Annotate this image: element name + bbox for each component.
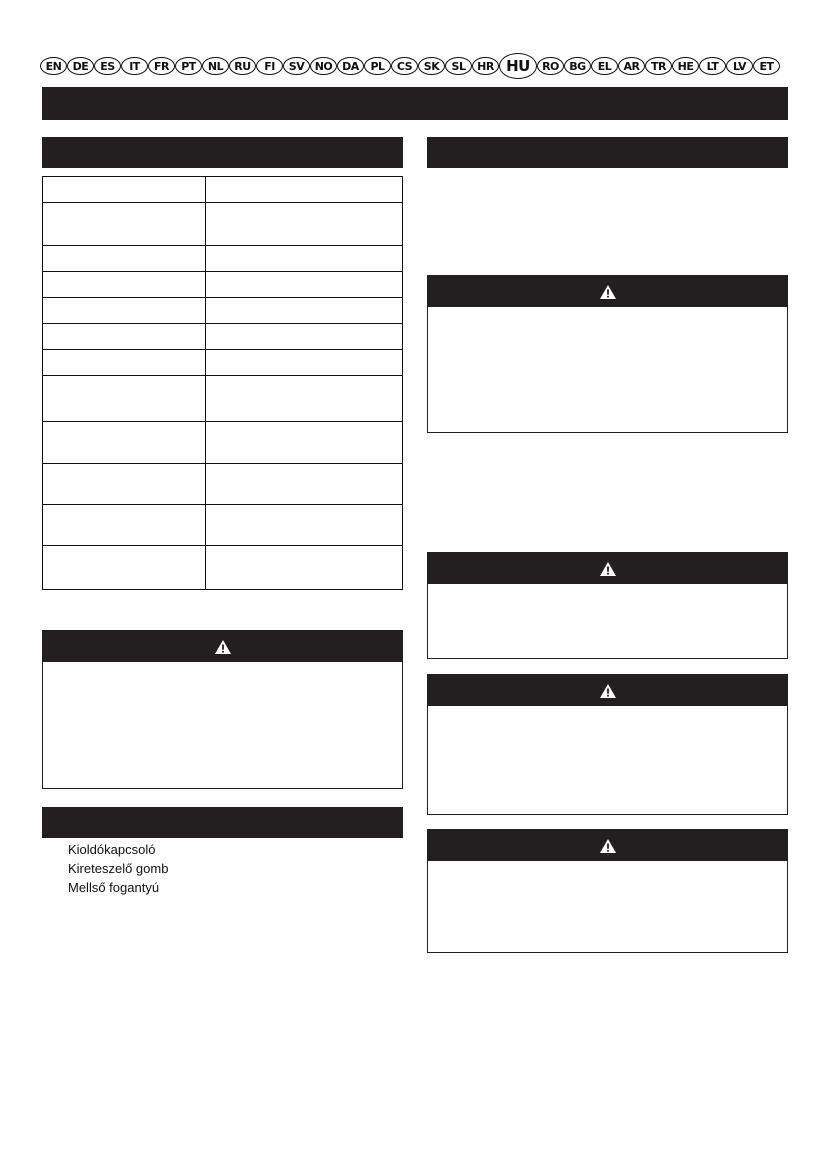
warning-triangle-icon: [599, 284, 617, 300]
language-sk[interactable]: SK: [418, 57, 445, 75]
language-hr[interactable]: HR: [472, 57, 499, 75]
table-row: [43, 324, 403, 350]
warning-box-right-1: [427, 275, 788, 433]
table-row: [43, 376, 403, 422]
warning-triangle-icon: [599, 561, 617, 577]
language-ru[interactable]: RU: [229, 57, 256, 75]
warning-header: [43, 631, 402, 662]
right-section-header-bar: [427, 137, 788, 168]
language-lv[interactable]: LV: [726, 57, 753, 75]
warning-box-right-2: [427, 552, 788, 659]
list-item: Mellső fogantyú: [68, 880, 160, 895]
table-row: [43, 203, 403, 246]
warning-box-left: [42, 630, 403, 789]
warning-box-right-3: [427, 674, 788, 815]
table-cell: [206, 546, 403, 590]
table-cell: [43, 464, 206, 505]
language-it[interactable]: IT: [121, 57, 148, 75]
language-lt[interactable]: LT: [699, 57, 726, 75]
language-sl[interactable]: SL: [445, 57, 472, 75]
language-en[interactable]: EN: [40, 57, 67, 75]
table-row: [43, 272, 403, 298]
table-row: [43, 505, 403, 546]
language-et[interactable]: ET: [753, 57, 780, 75]
table-cell: [43, 324, 206, 350]
table-cell: [206, 505, 403, 546]
warning-header: [428, 830, 787, 861]
language-nl[interactable]: NL: [202, 57, 229, 75]
language-de[interactable]: DE: [67, 57, 94, 75]
table-cell: [43, 546, 206, 590]
table-cell: [43, 376, 206, 422]
table-cell: [43, 505, 206, 546]
table-row: [43, 422, 403, 464]
language-fi[interactable]: FI: [256, 57, 283, 75]
document-title-bar: [42, 87, 788, 120]
language-fr[interactable]: FR: [148, 57, 175, 75]
warning-header: [428, 276, 787, 307]
language-es[interactable]: ES: [94, 57, 121, 75]
warning-box-right-4: [427, 829, 788, 953]
parts-list: [68, 840, 168, 897]
specifications-header-bar: [42, 137, 403, 168]
table-cell: [43, 246, 206, 272]
language-ar[interactable]: AR: [618, 57, 645, 75]
list-item: Kioldókapcsoló: [68, 842, 156, 857]
table-cell: [206, 376, 403, 422]
table-cell: [43, 203, 206, 246]
warning-triangle-icon: [214, 639, 232, 655]
warning-header: [428, 675, 787, 706]
table-row: [43, 298, 403, 324]
table-cell: [206, 324, 403, 350]
language-da[interactable]: DA: [337, 57, 364, 75]
table-row: [43, 350, 403, 376]
language-he[interactable]: HE: [672, 57, 699, 75]
table-row: [43, 177, 403, 203]
language-pl[interactable]: PL: [364, 57, 391, 75]
table-cell: [206, 298, 403, 324]
table-row: [43, 246, 403, 272]
language-pt[interactable]: PT: [175, 57, 202, 75]
language-el[interactable]: EL: [591, 57, 618, 75]
table-cell: [206, 177, 403, 203]
warning-header: [428, 553, 787, 584]
table-cell: [206, 272, 403, 298]
language-bg[interactable]: BG: [564, 57, 591, 75]
language-hu-active[interactable]: HU: [499, 53, 537, 79]
table-cell: [43, 350, 206, 376]
table-cell: [206, 350, 403, 376]
table-cell: [43, 272, 206, 298]
language-no[interactable]: NO: [310, 57, 337, 75]
language-cs[interactable]: CS: [391, 57, 418, 75]
warning-triangle-icon: [599, 838, 617, 854]
language-sv[interactable]: SV: [283, 57, 310, 75]
table-cell: [206, 464, 403, 505]
table-row: [43, 546, 403, 590]
table-row: [43, 464, 403, 505]
table-cell: [43, 298, 206, 324]
table-cell: [206, 203, 403, 246]
table-cell: [43, 422, 206, 464]
language-tr[interactable]: TR: [645, 57, 672, 75]
table-cell: [206, 422, 403, 464]
language-ro[interactable]: RO: [537, 57, 564, 75]
language-selector: [40, 53, 780, 79]
table-cell: [43, 177, 206, 203]
list-item: Kireteszelő gomb: [68, 861, 169, 876]
parts-header-bar: [42, 807, 403, 838]
warning-triangle-icon: [599, 683, 617, 699]
table-cell: [206, 246, 403, 272]
specifications-table: [42, 176, 403, 590]
